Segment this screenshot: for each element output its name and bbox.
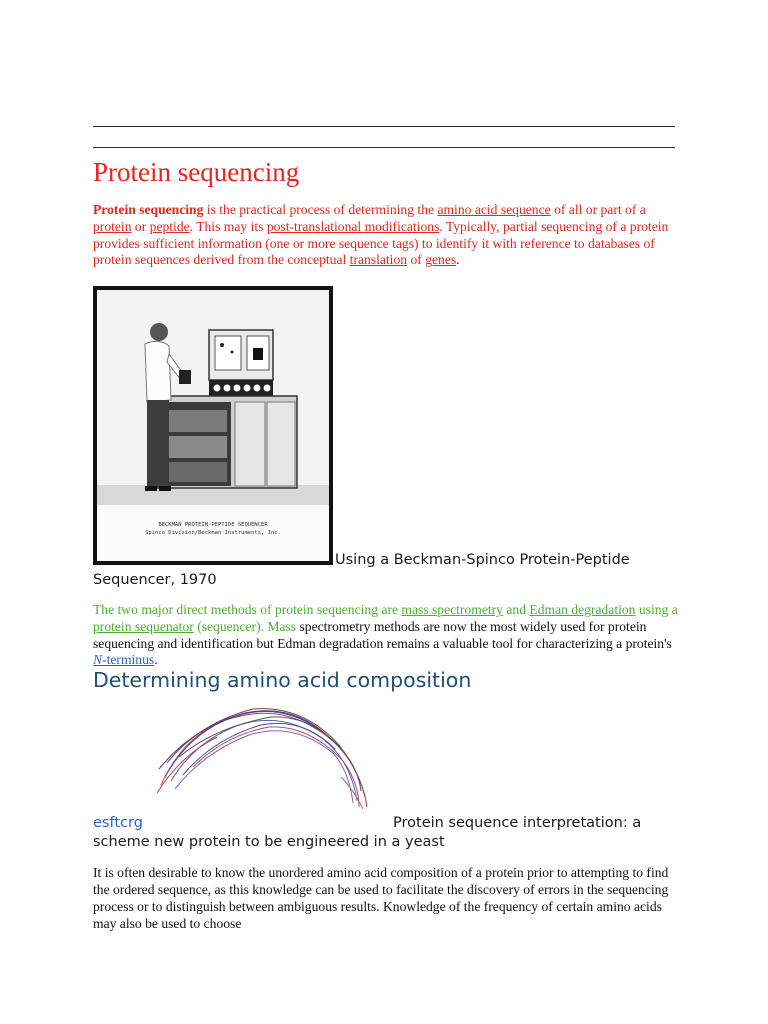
link-protein[interactable]: protein	[93, 218, 132, 234]
intro-paragraph	[93, 202, 683, 269]
link-mass-spectrometry[interactable]: mass spectrometry	[401, 602, 503, 617]
methods-text: The two major direct methods of protein sequencing are	[93, 602, 402, 617]
methods-text: (sequencer). Mass	[193, 618, 297, 634]
photo-print	[97, 290, 329, 561]
intro-text: is the practical process of determining the	[203, 202, 438, 217]
intro-text: .	[456, 252, 460, 268]
link-n-terminus[interactable]	[93, 652, 154, 667]
intro-text: or	[131, 218, 150, 234]
link-genes[interactable]: genes	[425, 252, 457, 268]
link-amino-acid-sequence[interactable]: amino acid sequence	[437, 202, 551, 217]
esftcrg-link[interactable]: esftcrg	[93, 815, 143, 831]
photo-subcaption: Spinco Division/Beckman Instruments, Inc.	[145, 530, 281, 536]
figure2-caption-line2: scheme new protein to be engineered in a yeast	[93, 834, 445, 850]
link-translation[interactable]: translation	[349, 252, 408, 268]
protein-structure-image	[153, 697, 373, 812]
intro-text: of	[407, 252, 426, 268]
intro-text: . Typically, partial sequencing of a protein provides sufficient information (one or more sequence tags) to identify it with reference to databases of protein sequences derived from the conceptual	[93, 218, 669, 268]
methods-text: .	[154, 652, 158, 668]
methods-text: using a	[635, 602, 678, 617]
methods-text: spectrometry methods are now the most widely used for protein sequencing and identification but Edman degradation remains a valuable tool for characterizing a protein's	[93, 618, 672, 651]
top-rule	[93, 126, 675, 127]
figure2-caption-line1: Protein sequence interpretation: a	[393, 815, 642, 831]
methods-paragraph	[93, 602, 683, 669]
link-peptide[interactable]: peptide	[149, 218, 190, 234]
figure1-caption-line1: Using a Beckman-Spinco Protein-Peptide	[335, 552, 630, 568]
n-italic: N	[93, 652, 103, 668]
second-rule	[93, 147, 675, 148]
intro-text: of all or part of a	[550, 202, 646, 217]
methods-text: and	[502, 602, 530, 617]
intro-lead: Protein sequencing	[93, 202, 204, 217]
sequencer-illustration	[97, 290, 329, 561]
link-post-translational-modifications[interactable]: post-translational modifications	[266, 218, 440, 234]
sequencer-photo	[93, 286, 333, 565]
composition-paragraph: It is often desirable to know the unordered amino acid composition of a protein prior to attempting to find the ordered sequence, as this knowledge can be used to facilitate the discovery of errors in the sequencing process or to distinguish between ambiguous results. Knowledge of the frequency of certain amino acids may also be used to choose	[93, 865, 669, 931]
intro-text: . This may its	[189, 218, 267, 234]
link-edman-degradation[interactable]: Edman degradation	[529, 602, 636, 617]
terminus-text: -terminus	[102, 652, 155, 668]
figure1-caption-line2: Sequencer, 1970	[93, 572, 217, 588]
photo-caption: BECKMAN PROTEIN-PEPTIDE SEQUENCER	[158, 522, 268, 528]
section-heading: Determining amino acid composition	[93, 668, 472, 692]
page-title: Protein sequencing	[93, 157, 300, 187]
link-protein-sequenator[interactable]: protein sequenator	[93, 618, 194, 634]
